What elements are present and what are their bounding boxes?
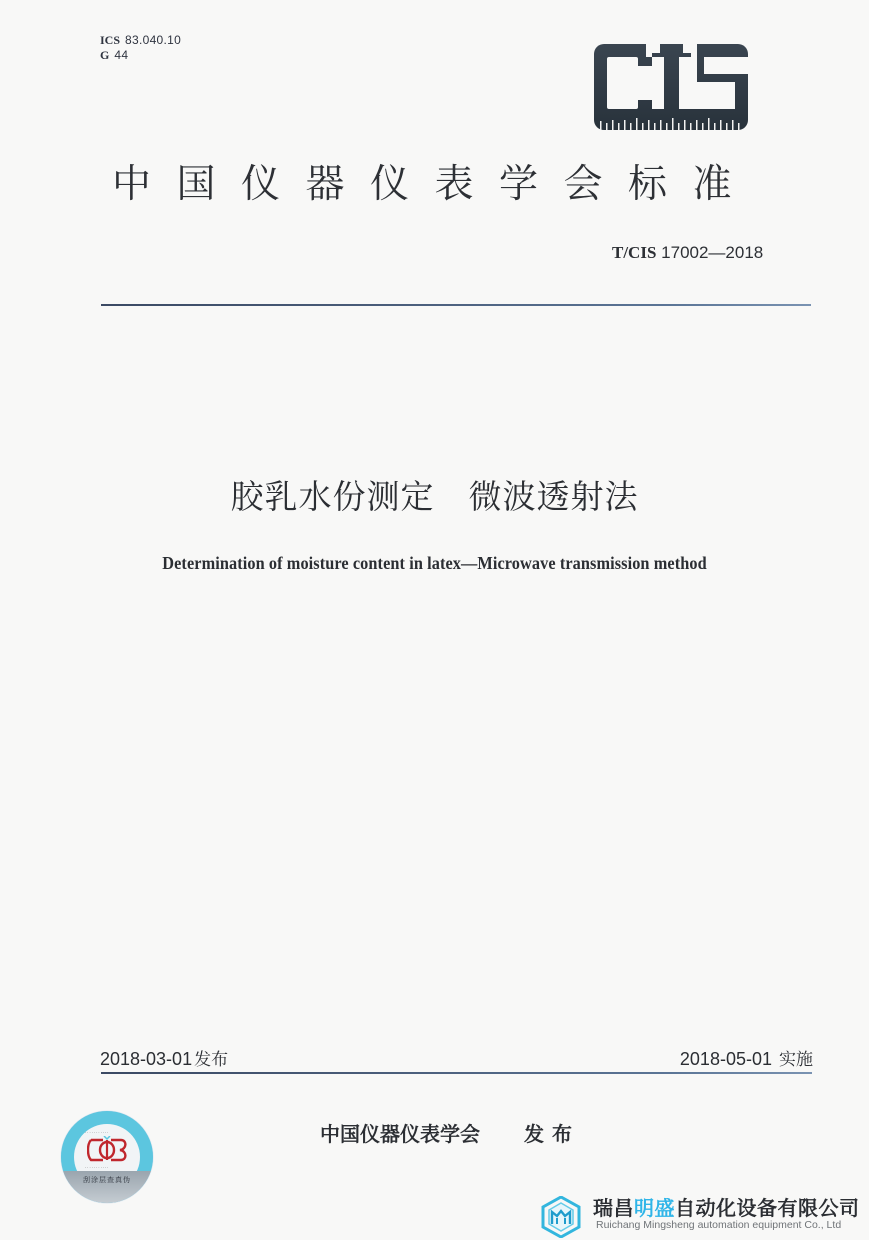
company-name-cn-2: 自动化设备有限公司	[675, 1196, 860, 1220]
sticker-band-text: 刮涂层查真伪	[83, 1176, 131, 1184]
company-name-cn-highlight: 明盛	[634, 1196, 675, 1220]
ics-code	[100, 33, 181, 48]
title-cn-part2: 微波透射法	[468, 477, 639, 516]
company-watermark	[539, 1192, 869, 1240]
publisher-name: 中国仪器仪表学会	[320, 1122, 480, 1146]
implementation-date	[680, 1045, 813, 1070]
implementation-date-label: 实施	[779, 1050, 813, 1070]
company-name-cn-1: 瑞昌	[593, 1196, 634, 1220]
implementation-date-value: 2018-05-01	[679, 1049, 772, 1069]
title-cn-part1: 胶乳水份测定	[230, 477, 435, 516]
company-name-cn	[593, 1192, 860, 1221]
publisher	[320, 1118, 580, 1147]
standard-prefix: T/CIS	[612, 243, 657, 262]
standard-number	[612, 243, 763, 263]
ics-value: 83.040.10	[125, 33, 182, 47]
ccs-label: G	[100, 48, 110, 62]
org-standard-title: 中国仪器仪表学会标准	[112, 162, 758, 207]
issue-date-label: 发布	[194, 1050, 229, 1070]
sticker-fine-print: · · · · · · · · · · ·	[85, 1131, 109, 1135]
standard-code: 17002—2018	[661, 243, 764, 262]
footer-divider	[101, 1072, 812, 1074]
issue-date	[100, 1045, 228, 1070]
ics-label: ICS	[100, 33, 121, 47]
header-divider	[101, 304, 811, 306]
classification-codes	[100, 33, 181, 63]
ccs-value: 44	[114, 48, 129, 62]
issue-date-value: 2018-03-01	[100, 1049, 193, 1069]
company-name-en: Ruichang Mingsheng automation equipment Co., Ltd	[596, 1219, 842, 1231]
document-title-cn	[0, 475, 869, 519]
document-title-en: Determination of moisture content in latex—Microwave transmission method	[162, 553, 707, 573]
publisher-action: 发布	[524, 1122, 580, 1146]
ccs-code	[100, 48, 181, 63]
sticker-emblem-icon	[87, 1136, 127, 1164]
company-logo-icon	[541, 1196, 581, 1238]
anti-counterfeit-sticker	[61, 1111, 153, 1203]
cis-logo-icon	[594, 44, 748, 130]
sticker-fine-print-2: · · · · · · · · · · ·	[85, 1166, 109, 1170]
